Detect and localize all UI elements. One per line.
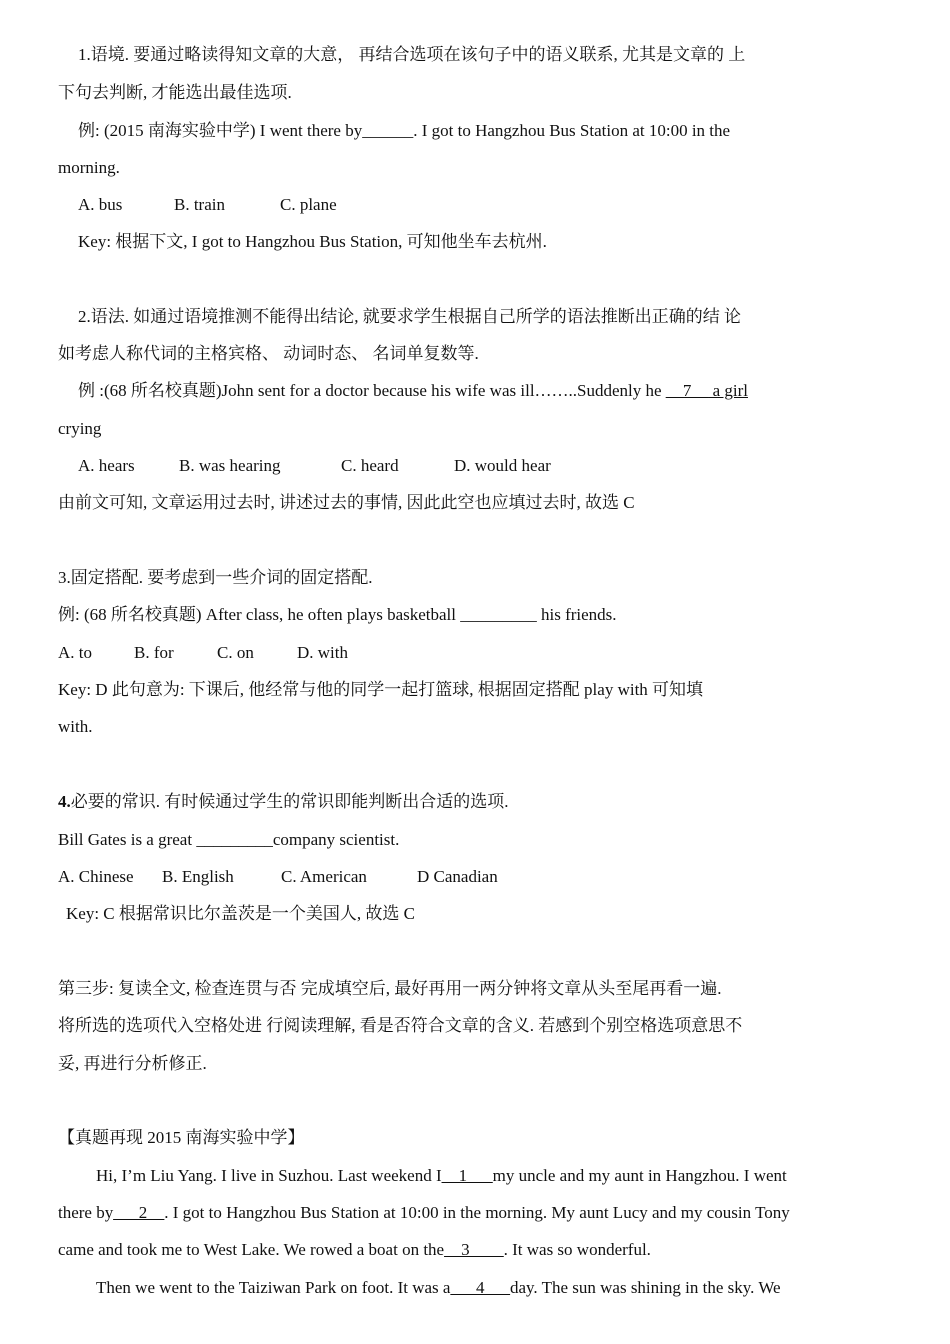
passage-text: Hi, I’m Liu Yang. I live in Suzhou. Last weekend I bbox=[96, 1166, 442, 1185]
blank-3: __3____ bbox=[444, 1240, 504, 1259]
s2-line2: 如考虑人称代词的主格宾格、 动词时态、 名词单复数等. bbox=[58, 344, 479, 363]
s3-key: Key: D 此句意为: 下课后, 他经常与他的同学一起打篮球, 根据固定搭配 play with 可知填 bbox=[58, 680, 704, 699]
s4-options bbox=[58, 866, 498, 888]
passage-text: there by bbox=[58, 1203, 114, 1222]
s4-number: 4. bbox=[58, 792, 71, 811]
passage-text: came and took me to West Lake. We rowed a boat on the bbox=[58, 1240, 445, 1259]
s2-example-line2: crying bbox=[58, 419, 102, 438]
passage-line2 bbox=[58, 1202, 790, 1224]
passage-line1 bbox=[96, 1165, 787, 1187]
blank-1: __1___ bbox=[441, 1166, 493, 1185]
s2-options bbox=[78, 455, 551, 477]
s4-title: 必要的常识. 有时候通过学生的常识即能判断出合适的选项. bbox=[70, 792, 509, 811]
passage-text: . I got to Hangzhou Bus Station at 10:00 in the morning. My aunt Lucy and my cousin Tony bbox=[164, 1203, 790, 1222]
option-d: D. with bbox=[297, 643, 348, 662]
option-b: B. train bbox=[174, 195, 225, 214]
s3-example: 例: (68 所名校真题) After class, he often plays basketball _________ his friends. bbox=[58, 605, 617, 624]
s4-question: Bill Gates is a great _________company scientist. bbox=[58, 830, 400, 849]
s1-line1: 1.语境. 要通过略读得知文章的大意， 再结合选项在该句子中的语义联系, 尤其是文章的 上 bbox=[78, 45, 746, 64]
passage-line4 bbox=[96, 1277, 781, 1299]
s2-key: 由前文可知, 文章运用过去时, 讲述过去的事情, 因此此空也应填过去时, 故选 C bbox=[58, 493, 635, 512]
passage-text: . It was so wonderful. bbox=[503, 1240, 651, 1259]
s1-line2: 下句去判断, 才能选出最佳选项. bbox=[58, 83, 292, 102]
s2-example-line1 bbox=[78, 380, 748, 402]
option-c: C. American bbox=[281, 867, 367, 886]
s3-key-line2: with. bbox=[58, 717, 93, 736]
option-b: B. for bbox=[134, 643, 174, 662]
s3-options bbox=[58, 642, 348, 664]
step3-line3: 妥, 再进行分析修正. bbox=[58, 1054, 207, 1073]
s1-example-line2: morning. bbox=[58, 158, 120, 177]
passage-text: day. The sun was shining in the sky. We bbox=[509, 1278, 781, 1297]
s1-key: Key: 根据下文, I got to Hangzhou Bus Station, 可知他坐车去杭州. bbox=[78, 232, 547, 251]
passage-text: my uncle and my aunt in Hangzhou. I went bbox=[492, 1166, 787, 1185]
blank-4: ___4___ bbox=[450, 1278, 510, 1297]
option-b: B. English bbox=[162, 867, 234, 886]
s2-example-text-a: 例 :(68 所名校真题)John sent for a doctor because his wife was ill……..Suddenly he bbox=[78, 381, 666, 400]
option-a: A. bus bbox=[78, 195, 123, 214]
s4-line1 bbox=[58, 791, 509, 813]
option-c: C. on bbox=[217, 643, 254, 662]
option-d: D. would hear bbox=[454, 456, 551, 475]
option-a: A. to bbox=[58, 643, 92, 662]
s1-example-line1: 例: (2015 南海实验中学) I went there by______. I got to Hangzhou Bus Station at 10:00 in the bbox=[78, 121, 731, 140]
passage-line3 bbox=[58, 1239, 651, 1261]
option-b: B. was hearing bbox=[179, 456, 281, 475]
s2-line1: 2.语法. 如通过语境推测不能得出结论, 就要求学生根据自己所学的语法推断出正确的结 论 bbox=[78, 307, 741, 326]
step3-line1: 第三步: 复读全文, 检查连贯与否 完成填空后, 最好再用一两分钟将文章从头至尾再看一遍. bbox=[58, 979, 722, 998]
s3-line1: 3.固定搭配. 要考虑到一些介词的固定搭配. bbox=[58, 568, 373, 587]
option-a: A. Chinese bbox=[58, 867, 134, 886]
s2-example-text-b: a girl bbox=[708, 381, 748, 400]
passage-heading: 【真题再现 2015 南海实验中学】 bbox=[58, 1128, 305, 1147]
s1-options bbox=[78, 194, 337, 216]
option-c: C. heard bbox=[341, 456, 399, 475]
option-a: A. hears bbox=[78, 456, 135, 475]
blank-2: ___2__ bbox=[113, 1203, 165, 1222]
option-d: D Canadian bbox=[417, 867, 498, 886]
s2-example-blank: __7__ bbox=[665, 381, 709, 400]
step3-line2: 将所选的选项代入空格处进 行阅读理解, 看是否符合文章的含义. 若感到个别空格选项意思不 bbox=[58, 1016, 743, 1035]
passage-text: Then we went to the Taiziwan Park on foot. It was a bbox=[96, 1278, 451, 1297]
option-c: C. plane bbox=[280, 195, 337, 214]
s4-key: Key: C 根据常识比尔盖茨是一个美国人, 故选 C bbox=[66, 904, 415, 923]
